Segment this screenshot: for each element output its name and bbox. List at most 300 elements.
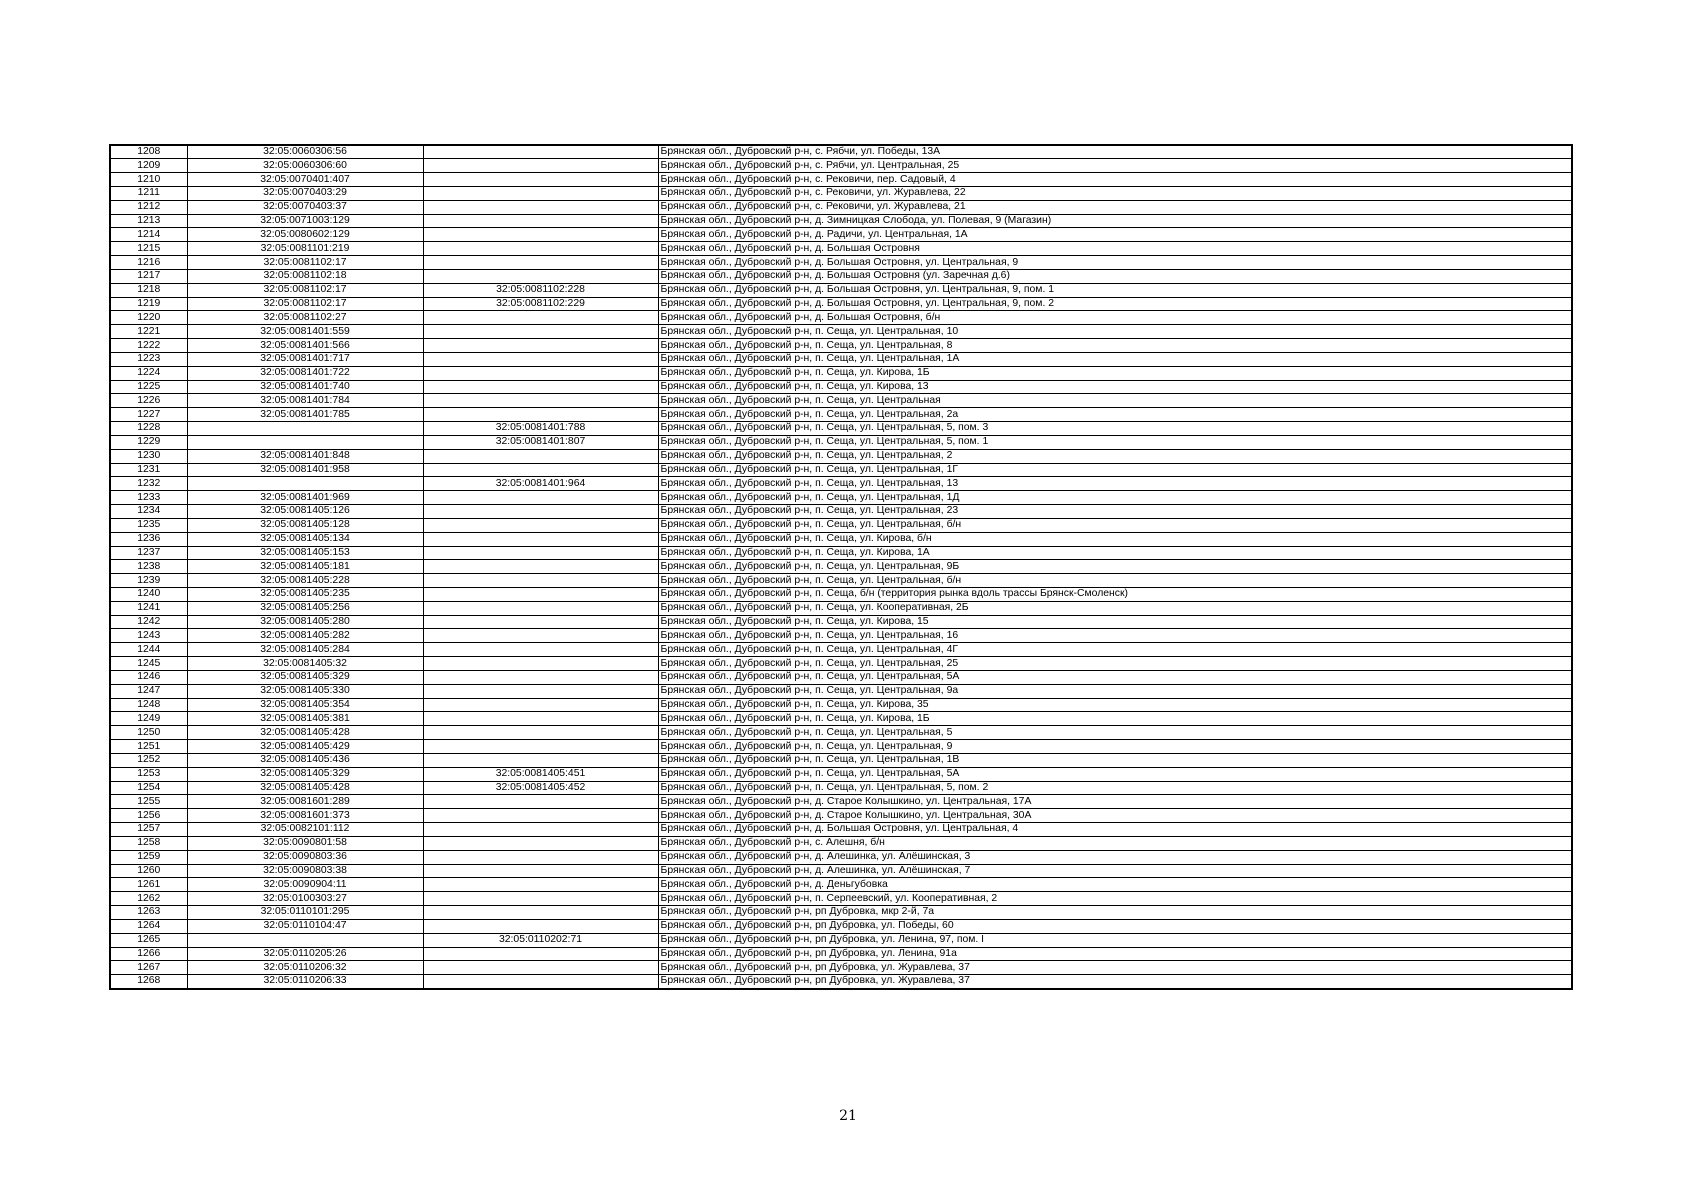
row-number-cell: 1218 <box>110 283 187 297</box>
land-cadastral-number-cell: 32:05:0081601:289 <box>187 795 423 809</box>
address-cell: Брянская обл., Дубровский р-н, п. Сеща, ул. Центральная, 4Г <box>658 643 1572 657</box>
object-cadastral-number-cell <box>423 864 658 878</box>
address-cell: Брянская обл., Дубровский р-н, рп Дубровка, ул. Ленина, 91а <box>658 947 1572 961</box>
row-number-cell: 1230 <box>110 449 187 463</box>
object-cadastral-number-cell <box>423 449 658 463</box>
address-cell: Брянская обл., Дубровский р-н, д. Большая Островня, б/н <box>658 311 1572 325</box>
table-row <box>110 214 1572 228</box>
land-cadastral-number-cell: 32:05:0081405:282 <box>187 629 423 643</box>
object-cadastral-number-cell: 32:05:0110202:71 <box>423 933 658 947</box>
address-cell: Брянская обл., Дубровский р-н, д. Старое Колышкино, ул. Центральная, 30А <box>658 809 1572 823</box>
table-row <box>110 463 1572 477</box>
table-row <box>110 588 1572 602</box>
address-cell: Брянская обл., Дубровский р-н, п. Сеща, ул. Центральная, 1Г <box>658 463 1572 477</box>
address-cell: Брянская обл., Дубровский р-н, д. Зимницкая Слобода, ул. Полевая, 9 (Магазин) <box>658 214 1572 228</box>
row-number-cell: 1231 <box>110 463 187 477</box>
row-number-cell: 1226 <box>110 394 187 408</box>
object-cadastral-number-cell <box>423 200 658 214</box>
table-row <box>110 684 1572 698</box>
row-number-cell: 1211 <box>110 186 187 200</box>
row-number-cell: 1233 <box>110 491 187 505</box>
address-cell: Брянская обл., Дубровский р-н, п. Сеща, ул. Центральная, 2а <box>658 408 1572 422</box>
row-number-cell: 1244 <box>110 643 187 657</box>
row-number-cell: 1236 <box>110 532 187 546</box>
row-number-cell: 1220 <box>110 311 187 325</box>
land-cadastral-number-cell <box>187 422 423 436</box>
land-cadastral-number-cell: 32:05:0110101:295 <box>187 906 423 920</box>
row-number-cell: 1234 <box>110 505 187 519</box>
row-number-cell: 1262 <box>110 892 187 906</box>
land-cadastral-number-cell: 32:05:0081401:740 <box>187 380 423 394</box>
object-cadastral-number-cell <box>423 325 658 339</box>
row-number-cell: 1251 <box>110 740 187 754</box>
row-number-cell: 1267 <box>110 961 187 975</box>
address-cell: Брянская обл., Дубровский р-н, д. Большая Островня, ул. Центральная, 9, пом. 1 <box>658 283 1572 297</box>
table-row <box>110 850 1572 864</box>
land-cadastral-number-cell <box>187 435 423 449</box>
table-row <box>110 975 1572 989</box>
table-row <box>110 629 1572 643</box>
land-cadastral-number-cell: 32:05:0070403:37 <box>187 200 423 214</box>
table-row <box>110 435 1572 449</box>
row-number-cell: 1238 <box>110 560 187 574</box>
land-cadastral-number-cell: 32:05:0070403:29 <box>187 186 423 200</box>
address-cell: Брянская обл., Дубровский р-н, п. Сеща, ул. Центральная, 9Б <box>658 560 1572 574</box>
land-cadastral-number-cell: 32:05:0081102:17 <box>187 256 423 270</box>
row-number-cell: 1210 <box>110 173 187 187</box>
row-number-cell: 1225 <box>110 380 187 394</box>
land-cadastral-number-cell: 32:05:0082101:112 <box>187 823 423 837</box>
address-cell: Брянская обл., Дубровский р-н, п. Сеща, ул. Центральная, б/н <box>658 574 1572 588</box>
object-cadastral-number-cell <box>423 906 658 920</box>
table-row <box>110 657 1572 671</box>
table-row <box>110 740 1572 754</box>
land-cadastral-number-cell: 32:05:0081405:429 <box>187 740 423 754</box>
object-cadastral-number-cell <box>423 532 658 546</box>
table-row <box>110 836 1572 850</box>
row-number-cell: 1254 <box>110 781 187 795</box>
address-cell: Брянская обл., Дубровский р-н, рп Дубровка, ул. Журавлева, 37 <box>658 975 1572 989</box>
address-cell: Брянская обл., Дубровский р-н, д. Большая Островня, ул. Центральная, 9 <box>658 256 1572 270</box>
address-cell: Брянская обл., Дубровский р-н, п. Сеща, ул. Центральная, 1Д <box>658 491 1572 505</box>
table-row <box>110 823 1572 837</box>
row-number-cell: 1235 <box>110 518 187 532</box>
object-cadastral-number-cell <box>423 256 658 270</box>
row-number-cell: 1217 <box>110 269 187 283</box>
land-cadastral-number-cell: 32:05:0081405:329 <box>187 670 423 684</box>
land-cadastral-number-cell: 32:05:0110206:32 <box>187 961 423 975</box>
table-row <box>110 643 1572 657</box>
row-number-cell: 1214 <box>110 228 187 242</box>
address-cell: Брянская обл., Дубровский р-н, п. Сеща, ул. Кирова, 1Б <box>658 366 1572 380</box>
object-cadastral-number-cell: 32:05:0081401:964 <box>423 477 658 491</box>
table-row <box>110 297 1572 311</box>
object-cadastral-number-cell <box>423 380 658 394</box>
table-row <box>110 795 1572 809</box>
address-cell: Брянская обл., Дубровский р-н, п. Сеща, ул. Центральная, б/н <box>658 518 1572 532</box>
row-number-cell: 1245 <box>110 657 187 671</box>
table-row <box>110 173 1572 187</box>
table-row <box>110 781 1572 795</box>
land-cadastral-number-cell: 32:05:0081102:27 <box>187 311 423 325</box>
address-cell: Брянская обл., Дубровский р-н, п. Сеща, ул. Кирова, 35 <box>658 698 1572 712</box>
object-cadastral-number-cell <box>423 615 658 629</box>
object-cadastral-number-cell <box>423 643 658 657</box>
object-cadastral-number-cell <box>423 463 658 477</box>
object-cadastral-number-cell <box>423 574 658 588</box>
object-cadastral-number-cell <box>423 601 658 615</box>
table-row <box>110 726 1572 740</box>
row-number-cell: 1257 <box>110 823 187 837</box>
address-cell: Брянская обл., Дубровский р-н, п. Сеща, ул. Кирова, 13 <box>658 380 1572 394</box>
object-cadastral-number-cell <box>423 975 658 989</box>
row-number-cell: 1268 <box>110 975 187 989</box>
land-cadastral-number-cell: 32:05:0060306:60 <box>187 159 423 173</box>
land-cadastral-number-cell: 32:05:0081405:235 <box>187 588 423 602</box>
row-number-cell: 1246 <box>110 670 187 684</box>
table-row <box>110 186 1572 200</box>
page-number: 21 <box>839 1108 857 1124</box>
table-row <box>110 366 1572 380</box>
land-cadastral-number-cell: 32:05:0081401:722 <box>187 366 423 380</box>
object-cadastral-number-cell: 32:05:0081102:229 <box>423 297 658 311</box>
land-cadastral-number-cell: 32:05:0071003:129 <box>187 214 423 228</box>
object-cadastral-number-cell <box>423 269 658 283</box>
land-cadastral-number-cell: 32:05:0081405:128 <box>187 518 423 532</box>
row-number-cell: 1261 <box>110 878 187 892</box>
row-number-cell: 1247 <box>110 684 187 698</box>
table-row <box>110 269 1572 283</box>
row-number-cell: 1208 <box>110 145 187 159</box>
table-row <box>110 380 1572 394</box>
object-cadastral-number-cell <box>423 186 658 200</box>
land-cadastral-number-cell: 32:05:0081405:256 <box>187 601 423 615</box>
object-cadastral-number-cell <box>423 657 658 671</box>
table-row <box>110 670 1572 684</box>
object-cadastral-number-cell <box>423 629 658 643</box>
address-cell: Брянская обл., Дубровский р-н, д. Большая Островня, ул. Центральная, 4 <box>658 823 1572 837</box>
land-cadastral-number-cell: 32:05:0100303:27 <box>187 892 423 906</box>
row-number-cell: 1255 <box>110 795 187 809</box>
table-row <box>110 394 1572 408</box>
row-number-cell: 1266 <box>110 947 187 961</box>
table-row <box>110 560 1572 574</box>
address-cell: Брянская обл., Дубровский р-н, п. Сеща, ул. Центральная, 8 <box>658 339 1572 353</box>
address-cell: Брянская обл., Дубровский р-н, п. Сеща, ул. Центральная, 5, пом. 1 <box>658 435 1572 449</box>
land-cadastral-number-cell: 32:05:0081401:785 <box>187 408 423 422</box>
table-row <box>110 518 1572 532</box>
table-row <box>110 159 1572 173</box>
land-cadastral-number-cell: 32:05:0081401:566 <box>187 339 423 353</box>
address-cell: Брянская обл., Дубровский р-н, п. Сеща, ул. Центральная, 2 <box>658 449 1572 463</box>
table-row <box>110 878 1572 892</box>
row-number-cell: 1237 <box>110 546 187 560</box>
land-cadastral-number-cell: 32:05:0081401:784 <box>187 394 423 408</box>
table-row <box>110 698 1572 712</box>
address-cell: Брянская обл., Дубровский р-н, с. Рековичи, ул. Журавлева, 22 <box>658 186 1572 200</box>
address-cell: Брянская обл., Дубровский р-н, д. Деньгубовка <box>658 878 1572 892</box>
table-row <box>110 352 1572 366</box>
object-cadastral-number-cell <box>423 546 658 560</box>
object-cadastral-number-cell <box>423 394 658 408</box>
address-cell: Брянская обл., Дубровский р-н, п. Серпеевский, ул. Кооперативная, 2 <box>658 892 1572 906</box>
address-cell: Брянская обл., Дубровский р-н, с. Рековичи, пер. Садовый, 4 <box>658 173 1572 187</box>
address-cell: Брянская обл., Дубровский р-н, п. Сеща, ул. Центральная, 9 <box>658 740 1572 754</box>
object-cadastral-number-cell <box>423 919 658 933</box>
address-cell: Брянская обл., Дубровский р-н, д. Большая Островня (ул. Заречная д.6) <box>658 269 1572 283</box>
object-cadastral-number-cell <box>423 214 658 228</box>
object-cadastral-number-cell <box>423 505 658 519</box>
address-cell: Брянская обл., Дубровский р-н, п. Сеща, ул. Кирова, б/н <box>658 532 1572 546</box>
table-row <box>110 491 1572 505</box>
object-cadastral-number-cell <box>423 588 658 602</box>
table-row <box>110 753 1572 767</box>
land-cadastral-number-cell: 32:05:0081405:330 <box>187 684 423 698</box>
row-number-cell: 1259 <box>110 850 187 864</box>
address-cell: Брянская обл., Дубровский р-н, п. Сеща, ул. Кирова, 1А <box>658 546 1572 560</box>
land-cadastral-number-cell: 32:05:0081601:373 <box>187 809 423 823</box>
row-number-cell: 1253 <box>110 767 187 781</box>
row-number-cell: 1213 <box>110 214 187 228</box>
table-row <box>110 615 1572 629</box>
land-cadastral-number-cell: 32:05:0080602:129 <box>187 228 423 242</box>
table-row <box>110 601 1572 615</box>
property-table <box>109 144 1573 990</box>
property-table-body <box>110 145 1572 989</box>
object-cadastral-number-cell <box>423 836 658 850</box>
object-cadastral-number-cell <box>423 684 658 698</box>
object-cadastral-number-cell <box>423 850 658 864</box>
row-number-cell: 1212 <box>110 200 187 214</box>
row-number-cell: 1263 <box>110 906 187 920</box>
address-cell: Брянская обл., Дубровский р-н, п. Сеща, ул. Центральная, 13 <box>658 477 1572 491</box>
address-cell: Брянская обл., Дубровский р-н, п. Сеща, ул. Кирова, 1Б <box>658 712 1572 726</box>
row-number-cell: 1242 <box>110 615 187 629</box>
address-cell: Брянская обл., Дубровский р-н, п. Сеща, ул. Кооперативная, 2Б <box>658 601 1572 615</box>
address-cell: Брянская обл., Дубровский р-н, д. Алешинка, ул. Алёшинская, 7 <box>658 864 1572 878</box>
row-number-cell: 1250 <box>110 726 187 740</box>
table-row <box>110 408 1572 422</box>
land-cadastral-number-cell: 32:05:0090803:36 <box>187 850 423 864</box>
object-cadastral-number-cell <box>423 159 658 173</box>
object-cadastral-number-cell <box>423 712 658 726</box>
land-cadastral-number-cell: 32:05:0081102:17 <box>187 283 423 297</box>
object-cadastral-number-cell: 32:05:0081405:452 <box>423 781 658 795</box>
address-cell: Брянская обл., Дубровский р-н, п. Сеща, ул. Центральная, 23 <box>658 505 1572 519</box>
land-cadastral-number-cell: 32:05:0081401:717 <box>187 352 423 366</box>
land-cadastral-number-cell: 32:05:0081102:17 <box>187 297 423 311</box>
object-cadastral-number-cell <box>423 366 658 380</box>
table-row <box>110 477 1572 491</box>
object-cadastral-number-cell <box>423 242 658 256</box>
land-cadastral-number-cell: 32:05:0060306:56 <box>187 145 423 159</box>
address-cell: Брянская обл., Дубровский р-н, п. Сеща, ул. Центральная, 16 <box>658 629 1572 643</box>
object-cadastral-number-cell <box>423 809 658 823</box>
land-cadastral-number-cell: 32:05:0081405:32 <box>187 657 423 671</box>
table-row <box>110 532 1572 546</box>
row-number-cell: 1239 <box>110 574 187 588</box>
address-cell: Брянская обл., Дубровский р-н, п. Сеща, ул. Центральная, 5А <box>658 767 1572 781</box>
object-cadastral-number-cell <box>423 145 658 159</box>
address-cell: Брянская обл., Дубровский р-н, рп Дубровка, мкр 2-й, 7а <box>658 906 1572 920</box>
address-cell: Брянская обл., Дубровский р-н, рп Дубровка, ул. Журавлева, 37 <box>658 961 1572 975</box>
object-cadastral-number-cell <box>423 892 658 906</box>
object-cadastral-number-cell <box>423 173 658 187</box>
row-number-cell: 1219 <box>110 297 187 311</box>
object-cadastral-number-cell <box>423 947 658 961</box>
address-cell: Брянская обл., Дубровский р-н, рп Дубровка, ул. Победы, 60 <box>658 919 1572 933</box>
land-cadastral-number-cell: 32:05:0090801:58 <box>187 836 423 850</box>
object-cadastral-number-cell <box>423 491 658 505</box>
row-number-cell: 1228 <box>110 422 187 436</box>
table-row <box>110 906 1572 920</box>
address-cell: Брянская обл., Дубровский р-н, д. Старое Колышкино, ул. Центральная, 17А <box>658 795 1572 809</box>
address-cell: Брянская обл., Дубровский р-н, п. Сеща, ул. Центральная, 5, пом. 2 <box>658 781 1572 795</box>
object-cadastral-number-cell <box>423 518 658 532</box>
object-cadastral-number-cell <box>423 823 658 837</box>
land-cadastral-number-cell: 32:05:0081401:848 <box>187 449 423 463</box>
object-cadastral-number-cell <box>423 878 658 892</box>
row-number-cell: 1215 <box>110 242 187 256</box>
row-number-cell: 1209 <box>110 159 187 173</box>
land-cadastral-number-cell: 32:05:0081405:354 <box>187 698 423 712</box>
object-cadastral-number-cell: 32:05:0081401:788 <box>423 422 658 436</box>
row-number-cell: 1222 <box>110 339 187 353</box>
land-cadastral-number-cell <box>187 477 423 491</box>
table-row <box>110 947 1572 961</box>
land-cadastral-number-cell: 32:05:0110205:26 <box>187 947 423 961</box>
object-cadastral-number-cell: 32:05:0081405:451 <box>423 767 658 781</box>
table-row <box>110 256 1572 270</box>
address-cell: Брянская обл., Дубровский р-н, п. Сеща, ул. Центральная, 1А <box>658 352 1572 366</box>
row-number-cell: 1216 <box>110 256 187 270</box>
object-cadastral-number-cell <box>423 670 658 684</box>
object-cadastral-number-cell <box>423 352 658 366</box>
address-cell: Брянская обл., Дубровский р-н, п. Сеща, ул. Центральная, 1В <box>658 753 1572 767</box>
row-number-cell: 1248 <box>110 698 187 712</box>
address-cell: Брянская обл., Дубровский р-н, п. Сеща, ул. Центральная, 5, пом. 3 <box>658 422 1572 436</box>
land-cadastral-number-cell: 32:05:0081401:969 <box>187 491 423 505</box>
address-cell: Брянская обл., Дубровский р-н, д. Алешинка, ул. Алёшинская, 3 <box>658 850 1572 864</box>
land-cadastral-number-cell: 32:05:0081101:219 <box>187 242 423 256</box>
address-cell: Брянская обл., Дубровский р-н, д. Большая Островня, ул. Центральная, 9, пом. 2 <box>658 297 1572 311</box>
land-cadastral-number-cell: 32:05:0081405:228 <box>187 574 423 588</box>
object-cadastral-number-cell: 32:05:0081102:228 <box>423 283 658 297</box>
land-cadastral-number-cell: 32:05:0081405:284 <box>187 643 423 657</box>
table-row <box>110 242 1572 256</box>
row-number-cell: 1260 <box>110 864 187 878</box>
row-number-cell: 1232 <box>110 477 187 491</box>
object-cadastral-number-cell <box>423 726 658 740</box>
object-cadastral-number-cell <box>423 339 658 353</box>
land-cadastral-number-cell: 32:05:0110206:33 <box>187 975 423 989</box>
object-cadastral-number-cell: 32:05:0081401:807 <box>423 435 658 449</box>
land-cadastral-number-cell: 32:05:0081401:559 <box>187 325 423 339</box>
land-cadastral-number-cell <box>187 933 423 947</box>
table-row <box>110 145 1572 159</box>
table-row <box>110 574 1572 588</box>
address-cell: Брянская обл., Дубровский р-н, п. Сеща, ул. Центральная, 25 <box>658 657 1572 671</box>
land-cadastral-number-cell: 32:05:0081401:958 <box>187 463 423 477</box>
table-row <box>110 325 1572 339</box>
land-cadastral-number-cell: 32:05:0081405:381 <box>187 712 423 726</box>
address-cell: Брянская обл., Дубровский р-н, п. Сеща, ул. Центральная, 5А <box>658 670 1572 684</box>
object-cadastral-number-cell <box>423 311 658 325</box>
row-number-cell: 1223 <box>110 352 187 366</box>
row-number-cell: 1240 <box>110 588 187 602</box>
object-cadastral-number-cell <box>423 560 658 574</box>
table-row <box>110 422 1572 436</box>
row-number-cell: 1224 <box>110 366 187 380</box>
row-number-cell: 1243 <box>110 629 187 643</box>
row-number-cell: 1265 <box>110 933 187 947</box>
address-cell: Брянская обл., Дубровский р-н, д. Большая Островня <box>658 242 1572 256</box>
land-cadastral-number-cell: 32:05:0081405:436 <box>187 753 423 767</box>
table-row <box>110 339 1572 353</box>
table-row <box>110 505 1572 519</box>
land-cadastral-number-cell: 32:05:0110104:47 <box>187 919 423 933</box>
row-number-cell: 1227 <box>110 408 187 422</box>
row-number-cell: 1241 <box>110 601 187 615</box>
address-cell: Брянская обл., Дубровский р-н, п. Сеща, ул. Центральная, 5 <box>658 726 1572 740</box>
land-cadastral-number-cell: 32:05:0081405:181 <box>187 560 423 574</box>
object-cadastral-number-cell <box>423 740 658 754</box>
table-row <box>110 864 1572 878</box>
row-number-cell: 1229 <box>110 435 187 449</box>
address-cell: Брянская обл., Дубровский р-н, п. Сеща, б/н (территория рынка вдоль трассы Брянск-Смоленск) <box>658 588 1572 602</box>
address-cell: Брянская обл., Дубровский р-н, п. Сеща, ул. Центральная <box>658 394 1572 408</box>
table-row <box>110 311 1572 325</box>
land-cadastral-number-cell: 32:05:0081102:18 <box>187 269 423 283</box>
land-cadastral-number-cell: 32:05:0070401:407 <box>187 173 423 187</box>
table-row <box>110 892 1572 906</box>
row-number-cell: 1221 <box>110 325 187 339</box>
land-cadastral-number-cell: 32:05:0090904:11 <box>187 878 423 892</box>
land-cadastral-number-cell: 32:05:0081405:428 <box>187 781 423 795</box>
table-row <box>110 449 1572 463</box>
row-number-cell: 1256 <box>110 809 187 823</box>
object-cadastral-number-cell <box>423 753 658 767</box>
object-cadastral-number-cell <box>423 961 658 975</box>
land-cadastral-number-cell: 32:05:0081405:329 <box>187 767 423 781</box>
table-row <box>110 546 1572 560</box>
address-cell: Брянская обл., Дубровский р-н, с. Рябчи, ул. Центральная, 25 <box>658 159 1572 173</box>
table-row <box>110 961 1572 975</box>
land-cadastral-number-cell: 32:05:0090803:38 <box>187 864 423 878</box>
address-cell: Брянская обл., Дубровский р-н, с. Рековичи, ул. Журавлева, 21 <box>658 200 1572 214</box>
row-number-cell: 1264 <box>110 919 187 933</box>
address-cell: Брянская обл., Дубровский р-н, п. Сеща, ул. Кирова, 15 <box>658 615 1572 629</box>
object-cadastral-number-cell <box>423 698 658 712</box>
address-cell: Брянская обл., Дубровский р-н, с. Рябчи, ул. Победы, 13А <box>658 145 1572 159</box>
table-row <box>110 200 1572 214</box>
row-number-cell: 1249 <box>110 712 187 726</box>
object-cadastral-number-cell <box>423 408 658 422</box>
object-cadastral-number-cell <box>423 795 658 809</box>
land-cadastral-number-cell: 32:05:0081405:280 <box>187 615 423 629</box>
land-cadastral-number-cell: 32:05:0081405:134 <box>187 532 423 546</box>
table-row <box>110 712 1572 726</box>
object-cadastral-number-cell <box>423 228 658 242</box>
address-cell: Брянская обл., Дубровский р-н, п. Сеща, ул. Центральная, 10 <box>658 325 1572 339</box>
table-row <box>110 283 1572 297</box>
row-number-cell: 1258 <box>110 836 187 850</box>
land-cadastral-number-cell: 32:05:0081405:126 <box>187 505 423 519</box>
address-cell: Брянская обл., Дубровский р-н, рп Дубровка, ул. Ленина, 97, пом. I <box>658 933 1572 947</box>
land-cadastral-number-cell: 32:05:0081405:153 <box>187 546 423 560</box>
table-row <box>110 933 1572 947</box>
address-cell: Брянская обл., Дубровский р-н, с. Алешня, б/н <box>658 836 1572 850</box>
